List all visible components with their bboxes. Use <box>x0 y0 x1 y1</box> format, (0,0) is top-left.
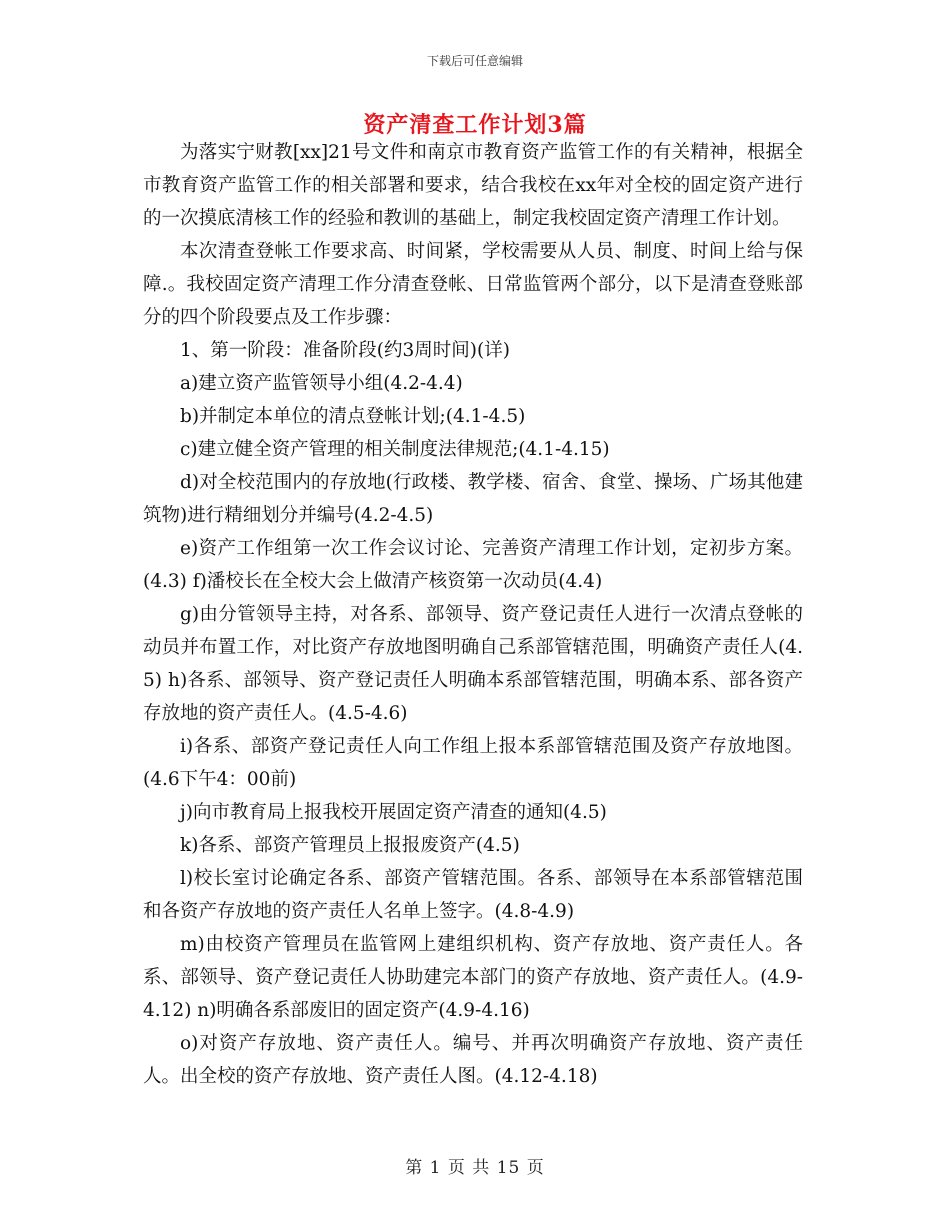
paragraph-item-c: c)建立健全资产管理的相关制度法律规范;(4.1-4.15) <box>180 439 610 460</box>
paragraph-item-g-h: g)由分管领导主持，对各系、部领导、资产登记责任人进行一次清点登帐的动员并布置工作，对比资产存放地图明确自己系部管辖范围，明确资产责任人(4.5) h)各系、部领导、资产登记责任人明确本系部管辖范围，明确本系、部各资产存放地的资产责任人。(4.5-4.6) <box>143 604 803 724</box>
paragraph-item-k: k)各系、部资产管理员上报报废资产(4.5) <box>180 835 520 856</box>
paragraph-item-o: o)对资产存放地、资产责任人。编号、并再次明确资产存放地、资产责任人。出全校的资产存放地、资产责任人图。(4.12-4.18) <box>143 1033 803 1087</box>
document-body <box>143 136 803 1093</box>
paragraph-stage-one: 1、第一阶段：准备阶段(约3周时间)(详) <box>180 340 510 361</box>
paragraph-item-e-f: e)资产工作组第一次工作会议讨论、完善资产清理工作计划，定初步方案。(4.3) f)潘校长在全校大会上做清产核资第一次动员(4.4) <box>143 538 803 592</box>
paragraph-item-i: i)各系、部资产登记责任人向工作组上报本系部管辖范围及资产存放地图。(4.6下午4：00前) <box>143 736 803 790</box>
paragraph-item-d: d)对全校范围内的存放地(行政楼、教学楼、宿舍、食堂、操场、广场其他建筑物)进行精细划分并编号(4.2-4.5) <box>143 472 803 526</box>
paragraph-item-a: a)建立资产监管领导小组(4.2-4.4) <box>180 373 463 394</box>
header-note: 下载后可任意编辑 <box>426 54 523 68</box>
page-footer: 第 1 页 共 15 页 <box>405 1158 545 1178</box>
paragraph-intro: 为落实宁财教[xx]21号文件和南京市教育资产监管工作的有关精神，根据全市教育资产监管工作的相关部署和要求，结合我校在xx年对全校的固定资产进行的一次摸底清核工作的经验和教训的基础上，制定我校固定资产清理工作计划。 <box>143 142 803 229</box>
paragraph-item-l: l)校长室讨论确定各系、部资产管辖范围。各系、部领导在本系部管辖范围和各资产存放地的资产责任人名单上签字。(4.8-4.9) <box>143 868 803 922</box>
paragraph-requirements: 本次清查登帐工作要求高、时间紧，学校需要从人员、制度、时间上给与保障.。我校固定资产清理工作分清查登帐、日常监管两个部分，以下是清查登账部分的四个阶段要点及工作步骤： <box>143 241 803 328</box>
paragraph-item-b: b)并制定本单位的清点登帐计划;(4.1-4.5) <box>180 406 526 427</box>
paragraph-item-m-n: m)由校资产管理员在监管网上建组织机构、资产存放地、资产责任人。各系、部领导、资产登记责任人协助建完本部门的资产存放地、资产责任人。(4.9-4.12) n)明确各系部废旧的固定资产(4.9-4.16) <box>143 934 803 1021</box>
document-title: 资产清查工作计划3篇 <box>363 112 587 138</box>
paragraph-item-j: j)向市教育局上报我校开展固定资产清查的通知(4.5) <box>180 802 607 823</box>
